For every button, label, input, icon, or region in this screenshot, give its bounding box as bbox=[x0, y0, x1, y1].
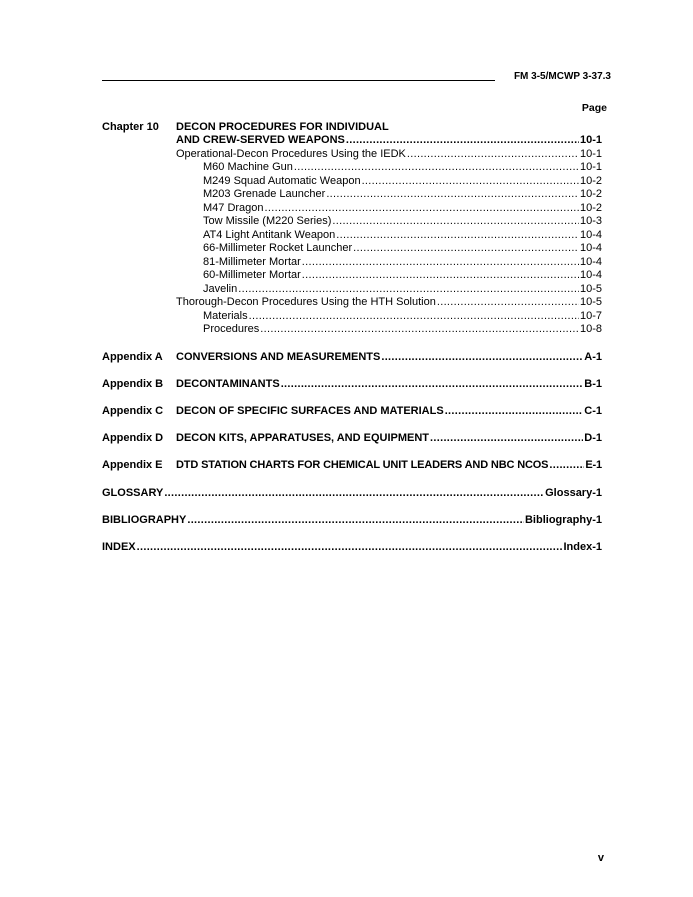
backmatter-title: BIBLIOGRAPHY bbox=[102, 514, 187, 526]
dot-leader bbox=[336, 229, 579, 242]
toc-entry-section[interactable] bbox=[176, 148, 602, 161]
backmatter-page: Glossary-1 bbox=[545, 487, 602, 499]
appendix-title: DECON OF SPECIFIC SURFACES AND MATERIALS bbox=[176, 405, 444, 417]
subsection-page: 10-2 bbox=[579, 202, 602, 214]
appendix-label: Appendix D bbox=[102, 432, 164, 444]
dot-leader bbox=[187, 514, 524, 527]
dot-leader bbox=[302, 256, 579, 269]
toc-entry-subsection[interactable] bbox=[203, 310, 602, 323]
backmatter-page: Index-1 bbox=[563, 541, 602, 553]
subsection-title: Procedures bbox=[203, 323, 260, 335]
subsection-title: M249 Squad Automatic Weapon bbox=[203, 175, 361, 187]
appendix-page: B-1 bbox=[584, 378, 602, 390]
dot-leader bbox=[260, 323, 579, 336]
subsection-title: 66-Millimeter Rocket Launcher bbox=[203, 242, 353, 254]
toc-entry-appendix-d[interactable] bbox=[176, 432, 602, 445]
subsection-title: Materials bbox=[203, 310, 248, 322]
toc-entry-index[interactable] bbox=[102, 541, 602, 554]
toc-entry-bibliography[interactable] bbox=[102, 514, 602, 527]
toc-entry-subsection[interactable] bbox=[203, 269, 602, 282]
subsection-page: 10-7 bbox=[579, 310, 602, 322]
page-number: v bbox=[597, 852, 604, 864]
appendix-label: Appendix C bbox=[102, 405, 164, 417]
dot-leader bbox=[353, 242, 579, 255]
dot-leader bbox=[249, 310, 579, 323]
toc-entry-chapter-10[interactable] bbox=[176, 134, 602, 147]
toc-entry-subsection[interactable] bbox=[203, 323, 602, 336]
subsection-title: 81-Millimeter Mortar bbox=[203, 256, 301, 268]
appendix-label: Appendix B bbox=[102, 378, 164, 390]
dot-leader bbox=[164, 487, 544, 500]
page-column-label: Page bbox=[581, 102, 607, 114]
dot-leader bbox=[346, 134, 579, 147]
subsection-page: 10-1 bbox=[579, 161, 602, 173]
dot-leader bbox=[294, 161, 579, 174]
dot-leader bbox=[445, 405, 584, 418]
subsection-page: 10-4 bbox=[579, 269, 602, 281]
toc-entry-appendix-e[interactable] bbox=[176, 459, 602, 472]
subsection-page: 10-2 bbox=[579, 175, 602, 187]
appendix-title: DECON KITS, APPARATUSES, AND EQUIPMENT bbox=[176, 432, 430, 444]
toc-entry-subsection[interactable] bbox=[203, 229, 602, 242]
section-page: 10-5 bbox=[579, 296, 602, 308]
section-title: Thorough-Decon Procedures Using the HTH Solution bbox=[176, 296, 436, 308]
subsection-title: M203 Grenade Launcher bbox=[203, 188, 326, 200]
subsection-page: 10-3 bbox=[579, 215, 602, 227]
dot-leader bbox=[381, 351, 583, 364]
chapter-title-line1: DECON PROCEDURES FOR INDIVIDUAL bbox=[176, 121, 389, 133]
toc-entry-subsection[interactable] bbox=[203, 256, 602, 269]
appendix-page: D-1 bbox=[584, 432, 602, 444]
subsection-page: 10-4 bbox=[579, 256, 602, 268]
dot-leader bbox=[549, 459, 584, 472]
toc-entry-subsection[interactable] bbox=[203, 161, 602, 174]
subsection-page: 10-2 bbox=[579, 188, 602, 200]
subsection-title: M47 Dragon bbox=[203, 202, 264, 214]
dot-leader bbox=[437, 296, 579, 309]
backmatter-page: Bibliography-1 bbox=[524, 514, 602, 526]
toc-entry-appendix-c[interactable] bbox=[176, 405, 602, 418]
subsection-page: 10-5 bbox=[579, 283, 602, 295]
section-title: Operational-Decon Procedures Using the IEDK bbox=[176, 148, 406, 160]
subsection-page: 10-8 bbox=[579, 323, 602, 335]
toc-entry-glossary[interactable] bbox=[102, 487, 602, 500]
dot-leader bbox=[332, 215, 579, 228]
appendix-title: DECONTAMINANTS bbox=[176, 378, 280, 390]
toc-entry-subsection[interactable] bbox=[203, 175, 602, 188]
dot-leader bbox=[265, 202, 579, 215]
section-page: 10-1 bbox=[579, 148, 602, 160]
dot-leader bbox=[238, 283, 579, 296]
backmatter-title: GLOSSARY bbox=[102, 487, 164, 499]
appendix-page: E-1 bbox=[585, 459, 602, 471]
dot-leader bbox=[137, 541, 563, 554]
subsection-title: Javelin bbox=[203, 283, 238, 295]
toc-entry-section[interactable] bbox=[176, 296, 602, 309]
toc-entry-subsection[interactable] bbox=[203, 215, 602, 228]
toc-entry-subsection[interactable] bbox=[203, 202, 602, 215]
subsection-page: 10-4 bbox=[579, 242, 602, 254]
dot-leader bbox=[302, 269, 579, 282]
toc-entry-subsection[interactable] bbox=[203, 283, 602, 296]
chapter-page: 10-1 bbox=[579, 134, 602, 146]
header-rule bbox=[102, 80, 495, 81]
appendix-label: Appendix A bbox=[102, 351, 163, 363]
dot-leader bbox=[362, 175, 579, 188]
subsection-title: AT4 Light Antitank Weapon bbox=[203, 229, 336, 241]
dot-leader bbox=[281, 378, 584, 391]
chapter-label: Chapter 10 bbox=[102, 121, 159, 133]
dot-leader bbox=[407, 148, 579, 161]
subsection-title: Tow Missile (M220 Series) bbox=[203, 215, 332, 227]
subsection-title: M60 Machine Gun bbox=[203, 161, 293, 173]
dot-leader bbox=[430, 432, 583, 445]
backmatter-title: INDEX bbox=[102, 541, 136, 553]
appendix-page: A-1 bbox=[584, 351, 602, 363]
subsection-title: 60-Millimeter Mortar bbox=[203, 269, 301, 281]
toc-entry-appendix-b[interactable] bbox=[176, 378, 602, 391]
toc-entry-appendix-a[interactable] bbox=[176, 351, 602, 364]
appendix-page: C-1 bbox=[584, 405, 602, 417]
appendix-title: DTD STATION CHARTS FOR CHEMICAL UNIT LEADERS AND NBC NCOS bbox=[176, 459, 549, 471]
subsection-page: 10-4 bbox=[579, 229, 602, 241]
chapter-title-line2: AND CREW-SERVED WEAPONS bbox=[176, 134, 345, 146]
toc-entry-subsection[interactable] bbox=[203, 188, 602, 201]
appendix-title: CONVERSIONS AND MEASUREMENTS bbox=[176, 351, 381, 363]
toc-entry-subsection[interactable] bbox=[203, 242, 602, 255]
appendix-label: Appendix E bbox=[102, 459, 163, 471]
dot-leader bbox=[326, 188, 579, 201]
header-title: FM 3-5/MCWP 3-37.3 bbox=[513, 71, 611, 82]
